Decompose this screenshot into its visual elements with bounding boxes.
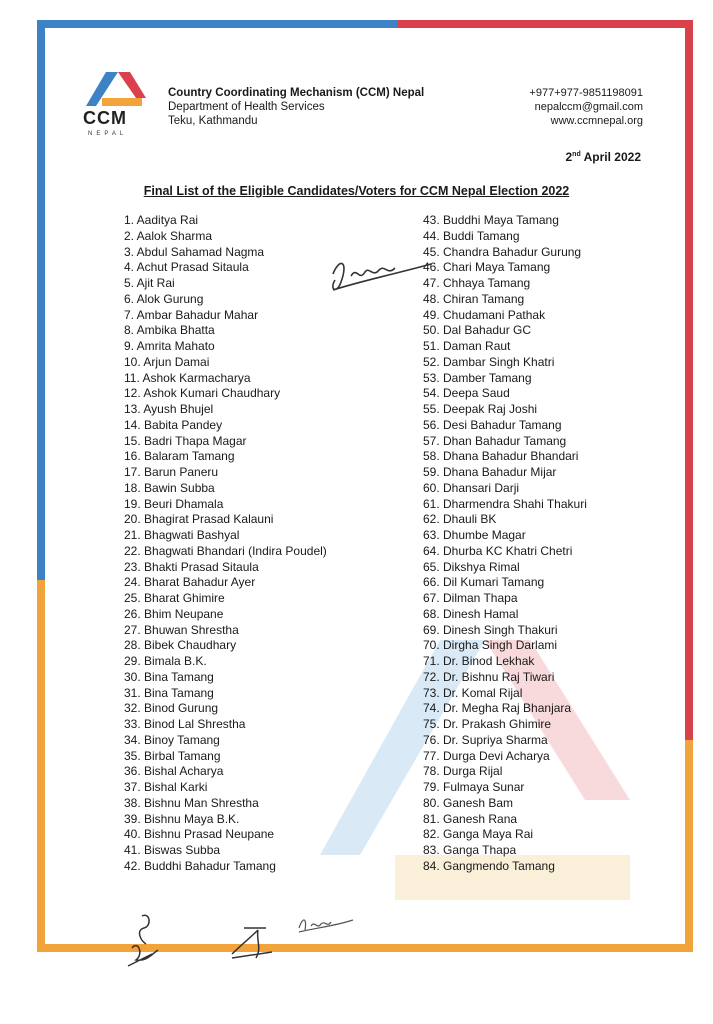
candidate-item: 35. Birbal Tamang — [124, 748, 221, 763]
candidate-item: 62. Dhauli BK — [423, 512, 497, 527]
candidate-item: 58. Dhana Bahadur Bhandari — [423, 449, 579, 464]
candidate-item: 22. Bhagwati Bhandari (Indira Poudel) — [124, 543, 327, 558]
candidate-item: 5. Ajit Rai — [124, 276, 175, 290]
address: Teku, Kathmandu — [168, 115, 258, 127]
candidate-item: 20. Bhagirat Prasad Kalauni — [124, 512, 274, 527]
candidate-item: 60. Dhansari Darji — [423, 480, 520, 495]
candidate-item: 83. Ganga Thapa — [423, 843, 517, 857]
candidate-item: 63. Dhumbe Magar — [423, 528, 526, 542]
organization-block — [168, 86, 424, 128]
candidate-item: 18. Bawin Subba — [124, 480, 215, 495]
candidate-item: 68. Dinesh Hamal — [423, 606, 519, 621]
phone: +977+977-9851198091 — [529, 87, 643, 99]
candidate-item: 17. Barun Paneru — [124, 465, 219, 479]
candidate-item: 46. Chari Maya Tamang — [423, 260, 551, 275]
candidate-item: 73. Dr. Komal Rijal — [423, 685, 523, 700]
candidate-item: 59. Dhana Bahadur Mijar — [423, 465, 557, 479]
candidate-item: 30. Bina Tamang — [124, 669, 214, 684]
candidate-item: 67. Dilman Thapa — [423, 591, 518, 605]
document-title: Final List of the Eligible Candidates/Voters for CCM Nepal Election 2022 — [143, 184, 570, 198]
candidate-item: 71. Dr. Binod Lekhak — [423, 654, 535, 668]
candidate-item: 64. Dhurba KC Khatri Chetri — [423, 543, 573, 558]
candidate-item: 33. Binod Lal Shrestha — [124, 717, 246, 731]
signature-bottom-1 — [122, 910, 172, 970]
border-top-red — [397, 20, 693, 28]
candidate-item: 56. Desi Bahadur Tamang — [423, 417, 562, 432]
border-left-orange — [37, 580, 45, 952]
candidate-item: 34. Binoy Tamang — [124, 732, 220, 747]
candidate-item: 2. Aalok Sharma — [124, 228, 213, 243]
website: www.ccmnepal.org — [550, 115, 643, 127]
candidate-list-right — [423, 213, 587, 875]
candidate-item: 65. Dikshya Rimal — [423, 559, 520, 574]
candidate-item: 69. Dinesh Singh Thakuri — [423, 622, 558, 637]
candidate-item: 8. Ambika Bhatta — [124, 323, 215, 338]
candidate-item: 70. Dirgha Singh Darlami — [423, 638, 558, 653]
candidate-item: 49. Chudamani Pathak — [423, 307, 546, 322]
border-top-blue — [37, 20, 397, 28]
candidate-item: 79. Fulmaya Sunar — [423, 780, 525, 794]
candidate-item: 41. Biswas Subba — [124, 843, 221, 857]
candidate-item: 57. Dhan Bahadur Tamang — [423, 433, 567, 448]
candidate-item: 7. Ambar Bahadur Mahar — [124, 307, 259, 322]
candidate-item: 15. Badri Thapa Magar — [124, 433, 247, 448]
candidate-item: 51. Daman Raut — [423, 339, 511, 353]
candidate-item: 24. Bharat Bahadur Ayer — [124, 575, 256, 590]
candidate-item: 50. Dal Bahadur GC — [423, 323, 532, 338]
candidate-item: 54. Deepa Saud — [423, 386, 510, 401]
candidate-item: 66. Dil Kumari Tamang — [423, 575, 545, 590]
candidate-item: 6. Alok Gurung — [124, 291, 204, 306]
candidate-item: 4. Achut Prasad Sitaula — [124, 260, 249, 275]
candidate-item: 44. Buddi Tamang — [423, 228, 520, 243]
candidate-item: 1. Aaditya Rai — [124, 213, 199, 227]
candidate-item: 39. Bishnu Maya B.K. — [124, 811, 240, 826]
candidate-item: 48. Chiran Tamang — [423, 291, 525, 306]
candidate-item: 31. Bina Tamang — [124, 685, 214, 700]
candidate-item: 43. Buddhi Maya Tamang — [423, 213, 559, 227]
candidate-item: 55. Deepak Raj Joshi — [423, 402, 538, 416]
candidate-item: 19. Beuri Dhamala — [124, 496, 224, 511]
candidate-item: 13. Ayush Bhujel — [124, 402, 214, 416]
candidate-item: 77. Durga Devi Acharya — [423, 748, 550, 763]
candidate-item: 84. Gangmendo Tamang — [423, 858, 555, 873]
candidate-item: 75. Dr. Prakash Ghimire — [423, 717, 552, 731]
candidate-item: 38. Bishnu Man Shrestha — [124, 795, 259, 810]
candidate-item: 40. Bishnu Prasad Neupane — [124, 827, 275, 842]
signature-bottom-3 — [295, 914, 355, 936]
logo-text: CCM — [83, 108, 127, 128]
candidate-item: 28. Bibek Chaudhary — [124, 638, 237, 653]
candidate-item: 81. Ganesh Rana — [423, 811, 518, 826]
document-date: 2nd April 2022 — [565, 150, 641, 164]
candidate-item: 27. Bhuwan Shrestha — [124, 622, 239, 637]
signature-top — [325, 252, 435, 302]
candidate-item: 3. Abdul Sahamad Nagma — [124, 244, 265, 259]
candidate-item: 72. Dr. Bishnu Raj Tiwari — [423, 669, 555, 684]
candidate-item: 11. Ashok Karmacharya — [124, 370, 251, 385]
candidate-item: 25. Bharat Ghimire — [124, 591, 225, 605]
candidate-list-left — [124, 213, 327, 875]
candidate-item: 37. Bishal Karki — [124, 780, 208, 794]
candidate-item: 80. Ganesh Bam — [423, 795, 514, 810]
department: Department of Health Services — [168, 101, 325, 113]
candidate-item: 61. Dharmendra Shahi Thakuri — [423, 496, 587, 511]
candidate-item: 76. Dr. Supriya Sharma — [423, 732, 548, 747]
candidate-item: 12. Ashok Kumari Chaudhary — [124, 386, 281, 401]
candidate-item: 14. Babita Pandey — [124, 417, 223, 432]
contact-block — [529, 86, 643, 128]
border-right-orange — [685, 740, 693, 952]
candidate-item: 10. Arjun Damai — [124, 354, 210, 369]
logo-subtext: NEPAL — [88, 131, 128, 137]
candidate-item: 45. Chandra Bahadur Gurung — [423, 244, 582, 259]
candidate-item: 29. Bimala B.K. — [124, 654, 207, 668]
candidate-item: 26. Bhim Neupane — [124, 606, 224, 621]
signature-bottom-2 — [228, 918, 278, 962]
candidate-item: 82. Ganga Maya Rai — [423, 827, 534, 842]
candidate-item: 9. Amrita Mahato — [124, 339, 215, 353]
candidate-item: 23. Bhakti Prasad Sitaula — [124, 559, 259, 574]
candidate-item: 36. Bishal Acharya — [124, 764, 224, 779]
candidate-item: 47. Chhaya Tamang — [423, 276, 531, 290]
candidate-item: 53. Damber Tamang — [423, 370, 532, 385]
border-left-blue — [37, 20, 45, 580]
candidate-item: 16. Balaram Tamang — [124, 449, 235, 464]
org-name: Country Coordinating Mechanism (CCM) Nepal — [168, 87, 425, 99]
candidate-item: 32. Binod Gurung — [124, 701, 219, 716]
candidate-item: 52. Dambar Singh Khatri — [423, 354, 555, 369]
candidate-item: 42. Buddhi Bahadur Tamang — [124, 858, 276, 873]
candidate-item: 21. Bhagwati Bashyal — [124, 528, 240, 542]
candidate-item: 74. Dr. Megha Raj Bhanjara — [423, 701, 572, 716]
border-right-red — [685, 20, 693, 740]
candidate-item: 78. Durga Rijal — [423, 764, 503, 779]
email: nepalccm@gmail.com — [534, 101, 643, 113]
